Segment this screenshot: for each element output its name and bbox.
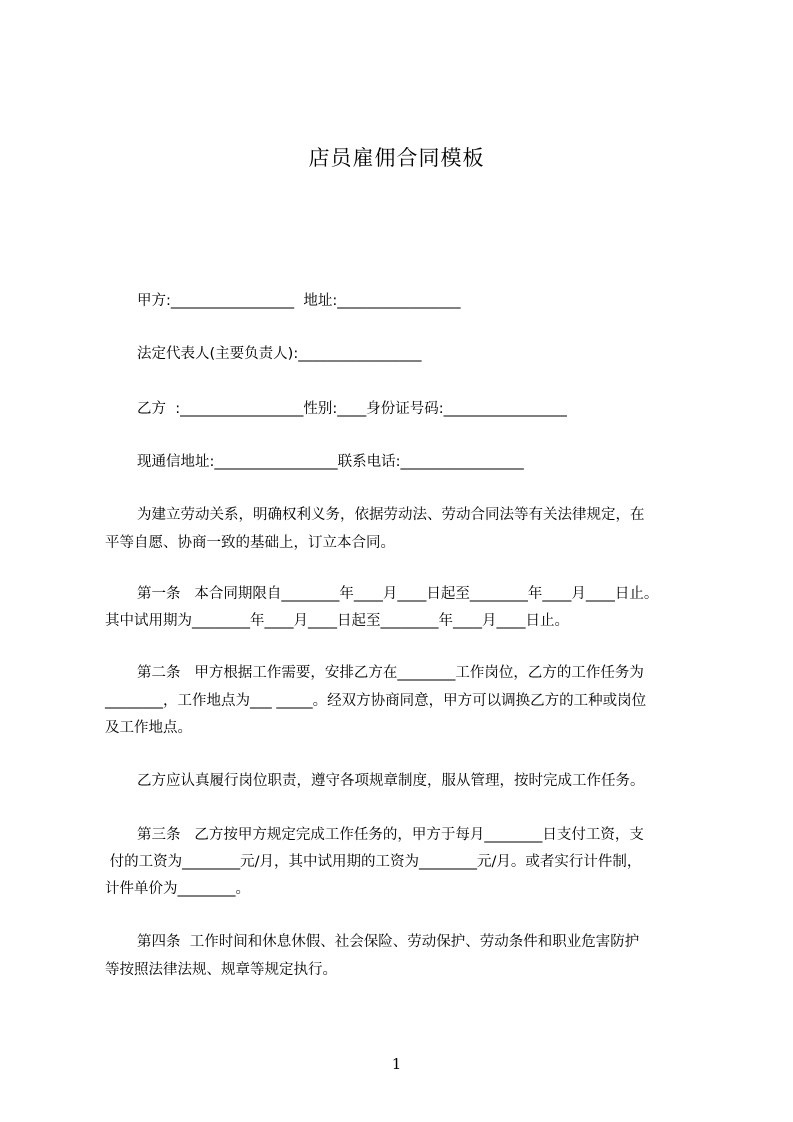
article-3-line-2: 付的工资为________元/月，其中试用期的工资为________元/月。或者实行计件制， <box>105 854 642 870</box>
page-number: 1 <box>391 1055 402 1073</box>
legal-representative-line: 法定代表人(主要负责人):_________________ <box>137 346 422 362</box>
article-4-line-2: 等按照法律法规、规章等规定执行。 <box>105 962 337 978</box>
party-b-line: 乙方 :_________________性别:____身份证号码:_________________ <box>137 401 567 417</box>
article-3-line-1: 第三条 乙方按甲方规定完成工作任务的，甲方于每月________日支付工资，支 <box>137 827 644 843</box>
document-title: 店员雇佣合同模板 <box>308 146 485 170</box>
article-2-line-2: ________，工作地点为___ _____。经双方协商同意，甲方可以调换乙方的工种或岗位 <box>105 693 647 709</box>
party-a-line: 甲方:_________________ 地址:_________________ <box>137 293 461 309</box>
preamble-line-2: 平等自愿、协商一致的基础上，订立本合同。 <box>105 535 395 551</box>
duty-line: 乙方应认真履行岗位职责，遵守各项规章制度，服从管理，按时完成工作任务。 <box>137 773 645 789</box>
article-1-line-2: 其中试用期为________年____月____日起至________年____月____日止。 <box>105 613 569 629</box>
contact-line: 现通信地址:_________________联系电话:_________________ <box>137 454 524 470</box>
article-3-line-3: 计件单价为________。 <box>105 881 250 897</box>
article-2-line-3: 及工作地点。 <box>105 720 192 736</box>
article-2-line-1: 第二条 甲方根据工作需要，安排乙方在________工作岗位，乙方的工作任务为 <box>137 665 644 681</box>
article-1-line-1: 第一条 本合同期限自________年____月____日起至________年____月____日止。 <box>137 586 659 602</box>
article-4-line-1: 第四条 工作时间和休息休假、社会保险、劳动保护、劳动条件和职业危害防护 <box>137 934 640 950</box>
preamble-line-1: 为建立劳动关系，明确权利义务，依据劳动法、劳动合同法等有关法律规定，在 <box>137 507 645 523</box>
